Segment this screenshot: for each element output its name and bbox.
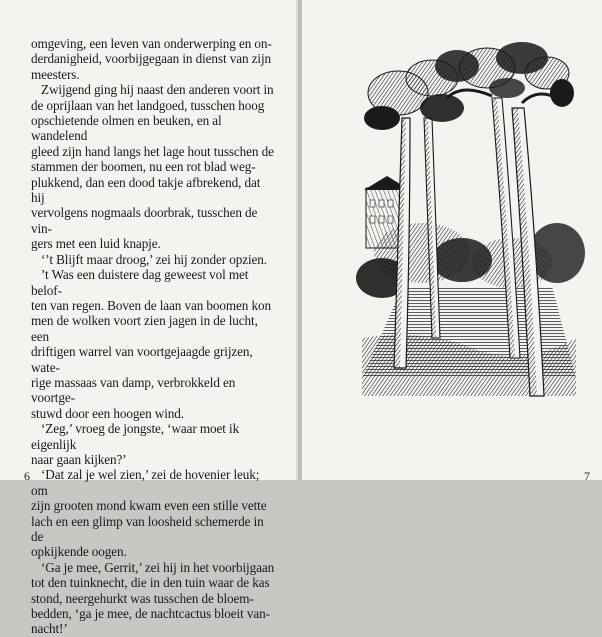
page-number-left: 6 [24, 469, 30, 483]
paragraph: ‘Ga je mee, Gerrit,’ zei hij in het voorbijgaan tot den tuinknecht, die in den tuin waar de kas stond, neergehurkt was tusschen de bloem- bedden, ‘ga je mee, de nachtcactus bloeit van- nacht!’ [31, 559, 275, 637]
paragraph: ‘’t Blijft maar droog,’ zei hij zonder opzien. [41, 251, 267, 267]
paragraph: ’t Was een duistere dag geweest vol met belof- ten van regen. Boven de laan van boomen kon men de wolken voort zien jagen in de lucht, een driftigen warrel van voortgejaagde grijzen, wate- rige massaas van damp, verbrokkeld en voortge- stuwd door een hoogen wind. [31, 267, 271, 421]
body-text [31, 36, 276, 637]
page-number-right: 7 [584, 469, 590, 483]
right-page [302, 0, 602, 483]
paragraph: Zwijgend ging hij naast den anderen voort in de oprijlaan van het landgoed, tusschen hoog opschietende olmen en beuken, en al wandelend gleed zijn hand langs het lage hout tusschen de stammen der boomen, nu een rot blad weg- plukkend, dan een dood takje afbrekend, dat hij vervolgens nogmaals doorbrak, tusschen de vin- gers met een luid knapje. [31, 82, 274, 252]
tree-engraving-illustration [362, 38, 576, 396]
paragraph: omgeving, een leven van onderwerping en on- derdanigheid, voorbijgegaan in dienst van zijn meesters. [31, 36, 272, 82]
paragraph: ‘Dat zal je wel zien,’ zei de hovenier leuk; om zijn grooten mond kwam even een stille vette lach en een glimp van loosheid schemerde in de opkijkende oogen. [31, 467, 267, 560]
left-page [0, 0, 298, 637]
paragraph: ‘Zeg,’ vroeg de jongste, ‘waar moet ik eigenlijk naar gaan kijken?’ [31, 421, 240, 467]
